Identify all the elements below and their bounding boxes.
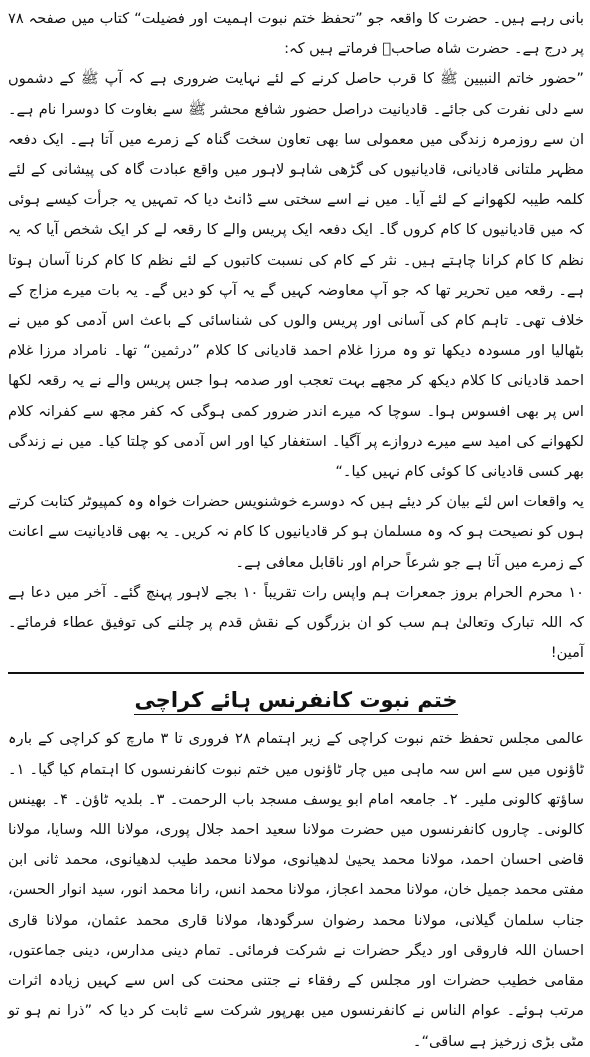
section-divider [8,672,584,674]
section-heading-text: ختم نبوت کانفرنس ہائے کراچی [134,688,457,715]
intro-paragraph: بانی رہے ہیں۔ حضرت کا واقعہ جو ”تحفظ ختم نبوت اہمیت اور فضیلت“ کتاب میں صفحہ ۷۸ پر درج ہے۔ حضرت شاہ صاحبؒ فرماتے ہیں کہ: [8,10,584,58]
closing-prayer-paragraph: ۱۰ محرم الحرام بروز جمعرات ہم واپس رات تقریباً ۱۰ بجے لاہور پہنچ گئے۔ آخر میں دعا ہے کہ اللہ تبارک وتعالیٰ ہم سب کو ان بزرگوں کے نقش قدم پر چلنے کی توفیق عطاء فرمائے۔ آمین! [8,583,584,662]
quoted-statement-paragraph: ”حضور خاتم النبیین ﷺ کا قرب حاصل کرنے کے لئے نہایت ضروری ہے کہ آپ ﷺ کے دشموں سے دلی نفرت کی جائے۔ قادیانیت دراصل حضور شافع محشر ﷺ سے بغاوت کا دوسرا نام ہے۔ ان سے روزمرہ زندگی میں معمولی سا بھی تعاون سخت گناہ کے زمرے میں آتا ہے۔ ایک دفعہ مظہر ملتانی قادیانی، قادیانیوں کی گڑھی شاہو لاہور میں واقع عبادت گاہ کی پیشانی کے لئے کلمہ طیبہ لکھوانے کے لئے آیا۔ میں نے اسے سختی سے ڈانٹ دیا کہ تمہیں یہ جرأت کیسے ہوئی کہ میں قادیانیوں کا کام کروں گا۔ ایک دفعہ ایک پریس والے کا رقعہ لے کر ایک شخص آیا کہ یہ نظم کا کام کرانا چاہتے ہیں۔ نثر کے کام کی نسبت کاتبوں کے لئے نظم کا کام کرنا آسان ہوتا ہے۔ رقعہ میں تحریر تھا کہ جو آپ معاوضہ کہیں گے یہ آپ کو دیں گے۔ یہ بات میرے مزاج کے خلاف تھی۔ تاہم کام کی آسانی اور پریس والوں کی شناسائی کے باعث اس آدمی کو میں نے بٹھالیا اور مسودہ دیکھا تو وہ مرزا غلام احمد قادیانی کا کلام ”درثمین“ تھا۔ نامراد مرزا غلام احمد قادیانی کا کلام دیکھ کر مجھے بہت تعجب اور صدمہ ہوا جس پریس والے نے یہ رقعہ لکھا اس پر بھی افسوس ہوا۔ سوچا کہ میرے اندر ضرور کمی ہوگی کہ کفر مجھ سے کفرانہ کلام لکھوانے کی امید سے میرے دروازے پر آگیا۔ استغفار کیا اور اس آدمی کو چلتا کیا۔ میں نے زندگی بھر کسی قادیانی کا کوئی کام نہیں کیا۔“ [8,70,584,481]
advice-paragraph: یہ واقعات اس لئے بیان کر دیئے ہیں کہ دوسرے خوشنویس حضرات خواہ وہ کمپیوٹر کتابت کرتے ہوں کو نصیحت ہو کہ وہ مسلمان ہو کر قادیانیوں کا کام نہ کریں۔ یہ بھی قادیانیت سے اعانت کے زمرے میں آتا ہے جو شرعاً حرام اور ناقابل معافی ہے۔ [8,493,584,571]
conference-report-paragraph: عالمی مجلس تحفظ ختم نبوت کراچی کے زیر اہتمام ۲۸ فروری تا ۳ مارچ کو کراچی کے بارہ ٹاؤنوں میں سے اس سہ ماہی میں چار ٹاؤنوں میں ختم نبوت کانفرنسوں کا اہتمام کیا گیا۔ ۱۔ ساؤتھ کالونی ملیر۔ ۲۔ جامعہ امام ابو یوسف مسجد باب الرحمت۔ ۳۔ بلدیہ ٹاؤن۔ ۴۔ بھینس کالونی۔ چاروں کانفرنسوں میں حضرت مولانا سعید احمد جلال پوری، مولانا اللہ وسایا، مولانا قاضی احسان احمد، مولانا محمد یحییٰ لدھیانوی، مولانا محمد طیب لدھیانوی، محمد ثانی ابن مفتی محمد جمیل خان، مولانا محمد اعجاز، مولانا محمد انس، رانا محمد انور، سید انوار الحسن، جناب سلمان گیلانی، مولانا محمد رضوان سرگودھا، مولانا قاری محمد عثمان، مولانا قاری احسان اللہ فاروقی اور دیگر حضرات نے شرکت فرمائی۔ تمام دینی مدارس، دینی جماعتوں، مقامی خطیب حضرات اور مجلس کے رفقاء نے جتنی محنت کی اس سے کہیں زیادہ اثرات مرتب ہوئے۔ عوام الناس نے کانفرنسوں میں بھرپور شرکت سے ثابت کر دیا کہ ”ذرا نم ہو تو مٹی بڑی زرخیز ہے ساقی“۔ [8,730,584,1050]
article-karachi-conferences [8,680,584,1056]
article-shah-sahib-account [8,4,584,668]
section-heading [8,680,584,720]
